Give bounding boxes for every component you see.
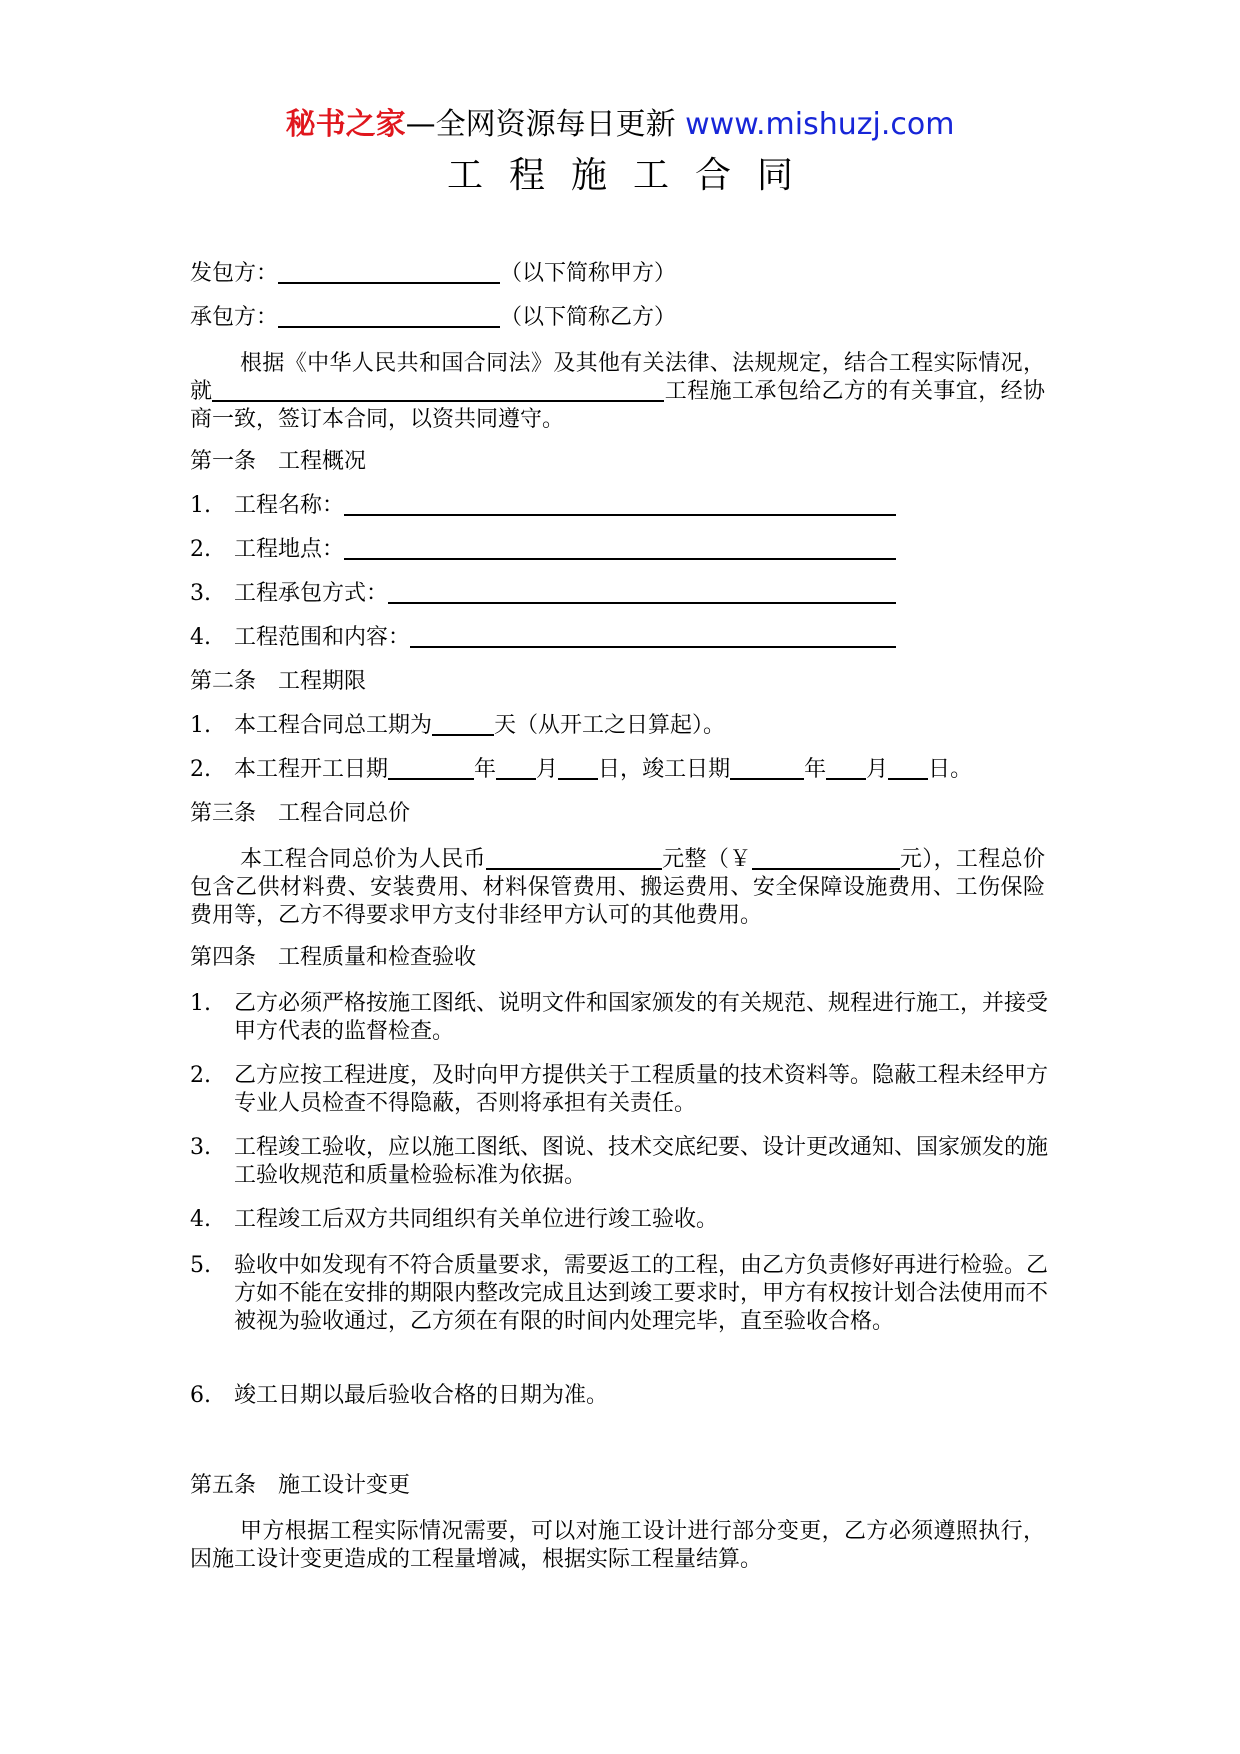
contract-method-field[interactable] bbox=[388, 580, 896, 604]
item-text: 验收中如发现有不符合质量要求，需要返工的工程，由乙方负责修好再进行检验。乙方如不能在安排的期限内整改完成且达到竣工要求时，甲方有权按计划合法使用而不被视为验收通过，乙方须在有限的时间内处理完毕，直至验收合格。 bbox=[234, 1253, 1049, 1334]
item-text: 乙方必须严格按施工图纸、说明文件和国家颁发的有关规范、规程进行施工，并接受甲方代表的监督检查。 bbox=[234, 991, 1049, 1044]
intro-text-1: 根据《中华人民共和国合同法》及其他有关法律、法规规定，结合工程实际情况，就 bbox=[190, 351, 1045, 404]
price-text-3: 元），工程总价包含乙供材料费、安装费用、材料保管费用、搬运费用、安全保障设施费用、工伤保险费用等，乙方不得要求甲方支付非经甲方认可的其他费用。 bbox=[190, 847, 1045, 928]
item-number: 1. bbox=[190, 713, 211, 738]
article-5-heading: 第五条 施工设计变更 bbox=[190, 1473, 411, 1498]
brand-name: 秘书之家 bbox=[285, 107, 406, 142]
duration-days-blank[interactable] bbox=[432, 712, 494, 736]
item-label: 工程范围和内容： bbox=[234, 625, 411, 650]
item-text: 工程竣工验收，应以施工图纸、图说、技术交底纪要、设计更改通知、国家颁发的施工验收规范和质量检验标准为依据。 bbox=[234, 1135, 1049, 1188]
item-label: 工程名称： bbox=[234, 493, 345, 518]
employer-note: （以下简称甲方） bbox=[500, 261, 677, 286]
article-5-paragraph: 甲方根据工程实际情况需要，可以对施工设计进行部分变更，乙方必须遵照执行，因施工设计变更造成的工程量增减，根据实际工程量结算。 bbox=[190, 1519, 1045, 1572]
site-banner bbox=[0, 103, 1240, 147]
contractor-label: 承包方： bbox=[190, 305, 279, 330]
article-4-item-4 bbox=[190, 1206, 1050, 1234]
article-1-item-4 bbox=[190, 624, 411, 652]
article-4-item-6 bbox=[190, 1382, 1050, 1410]
item-text: 竣工日期以最后验收合格的日期为准。 bbox=[234, 1383, 609, 1408]
item-label-line bbox=[234, 624, 896, 652]
contractor-note: （以下简称乙方） bbox=[500, 305, 677, 330]
article-1-item-3 bbox=[190, 580, 389, 608]
item-number: 3. bbox=[190, 581, 211, 606]
article-1-heading: 第一条 工程概况 bbox=[190, 449, 367, 474]
item-label-line bbox=[234, 536, 896, 564]
article-1-item-2 bbox=[190, 536, 345, 564]
start-date-label: 本工程开工日期 bbox=[234, 757, 389, 782]
item-number: 2. bbox=[190, 1063, 211, 1088]
item-number: 4. bbox=[190, 1207, 211, 1232]
item-label: 工程地点： bbox=[234, 537, 345, 562]
start-year-blank[interactable] bbox=[388, 756, 474, 780]
brand-slogan: —全网资源每日更新 bbox=[405, 107, 676, 142]
article-4-item-5 bbox=[190, 1252, 1050, 1336]
project-name-field[interactable] bbox=[344, 492, 896, 516]
duration-suffix: 天（从开工之日算起）。 bbox=[494, 713, 726, 738]
end-year-blank[interactable] bbox=[730, 756, 804, 780]
employer-label: 发包方： bbox=[190, 261, 279, 286]
start-month-blank[interactable] bbox=[496, 756, 536, 780]
project-location-field[interactable] bbox=[344, 536, 896, 560]
start-day-blank[interactable] bbox=[558, 756, 598, 780]
article-3-paragraph bbox=[190, 846, 1045, 930]
price-text-1: 本工程合同总价为人民币 bbox=[240, 847, 486, 872]
item-number: 1. bbox=[190, 991, 211, 1016]
item-label-line bbox=[234, 580, 896, 608]
intro-text-2: 工程施工承包给乙方的有关事宜，经协商一致，签订本合同，以资共同遵守。 bbox=[190, 379, 1045, 432]
end-month-blank[interactable] bbox=[826, 756, 866, 780]
day-unit: 日。 bbox=[928, 757, 973, 782]
year-unit: 年 bbox=[804, 757, 827, 782]
contractor-blank[interactable] bbox=[278, 304, 500, 328]
item-label-line bbox=[234, 492, 896, 520]
intro-paragraph bbox=[190, 350, 1045, 434]
project-name-blank[interactable] bbox=[212, 378, 664, 402]
article-4-item-1 bbox=[190, 990, 1050, 1046]
end-date-label: 竣工日期 bbox=[642, 757, 731, 782]
item-label: 工程承包方式： bbox=[234, 581, 389, 606]
item-number: 1. bbox=[190, 493, 211, 518]
item-number: 3. bbox=[190, 1135, 211, 1160]
duration-text: 本工程合同总工期为 bbox=[234, 713, 433, 738]
duration-line bbox=[234, 712, 725, 740]
item-text: 乙方应按工程进度，及时向甲方提供关于工程质量的技术资料等。隐蔽工程未经甲方专业人员检查不得隐蔽，否则将承担有关责任。 bbox=[234, 1063, 1049, 1116]
day-unit: 日， bbox=[598, 757, 643, 782]
item-number: 4. bbox=[190, 625, 211, 650]
employer-line bbox=[190, 260, 676, 288]
end-day-blank[interactable] bbox=[888, 756, 928, 780]
item-text: 工程竣工后双方共同组织有关单位进行竣工验收。 bbox=[234, 1207, 719, 1232]
dates-line bbox=[234, 756, 972, 784]
article-2-heading: 第二条 工程期限 bbox=[190, 669, 367, 694]
scope-field[interactable] bbox=[410, 624, 896, 648]
article-4-item-3 bbox=[190, 1134, 1050, 1190]
price-figure-blank[interactable] bbox=[752, 846, 900, 870]
employer-blank[interactable] bbox=[278, 260, 500, 284]
document-title: 工程施工合同 bbox=[446, 155, 819, 196]
article-4-item-2 bbox=[190, 1062, 1050, 1118]
article-3-heading: 第三条 工程合同总价 bbox=[190, 801, 411, 826]
item-number: 2. bbox=[190, 757, 211, 782]
article-2-item-1 bbox=[190, 712, 726, 740]
article-1-item-1 bbox=[190, 492, 345, 520]
month-unit: 月 bbox=[536, 757, 559, 782]
year-unit: 年 bbox=[474, 757, 497, 782]
item-number: 6. bbox=[190, 1383, 211, 1408]
month-unit: 月 bbox=[866, 757, 889, 782]
item-number: 5. bbox=[190, 1253, 211, 1278]
site-url[interactable]: www.mishuzj.com bbox=[685, 107, 955, 142]
item-number: 2. bbox=[190, 537, 211, 562]
contractor-line bbox=[190, 304, 676, 332]
article-2-item-2 bbox=[190, 756, 973, 784]
article-4-heading: 第四条 工程质量和检查验收 bbox=[190, 945, 477, 970]
price-text-2: 元整（￥ bbox=[661, 847, 752, 872]
price-words-blank[interactable] bbox=[486, 846, 662, 870]
